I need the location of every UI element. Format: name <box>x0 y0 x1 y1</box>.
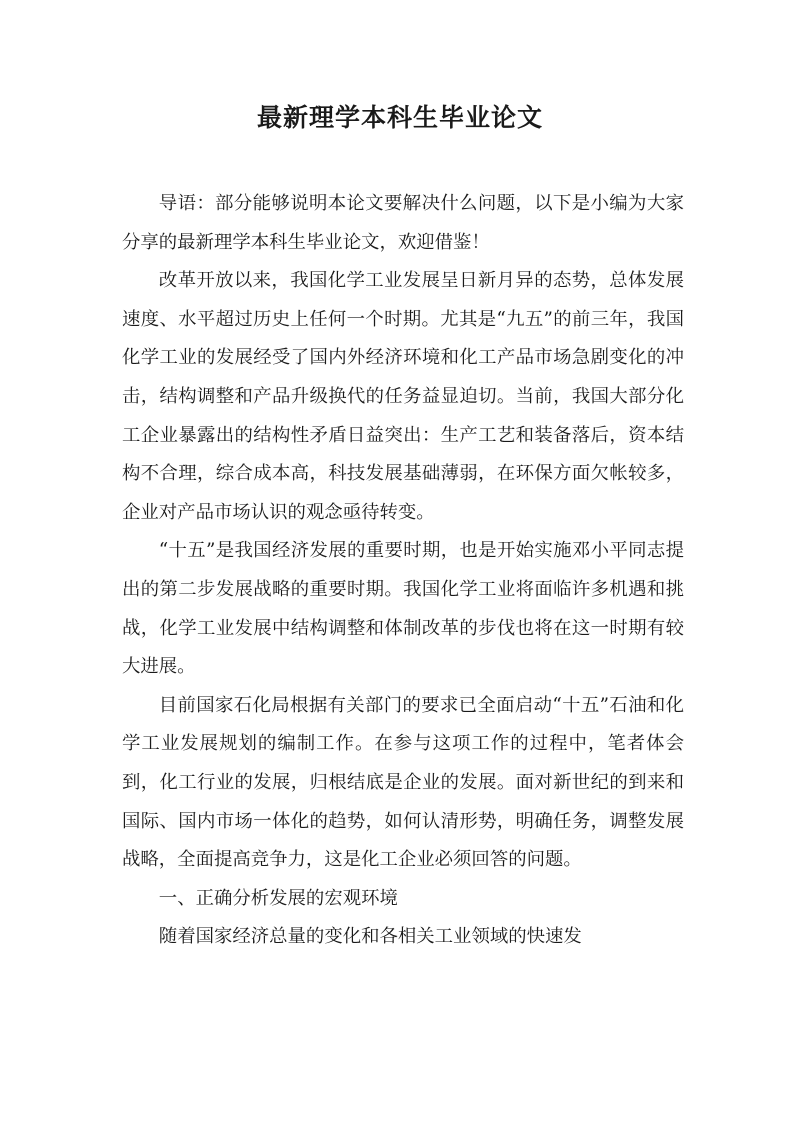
document-title: 最新理学本科生毕业论文 <box>256 103 543 132</box>
paragraph-economic-growth: 随着国家经济总量的变化和各相关工业领域的快速发 <box>158 926 582 948</box>
paragraph-planning: 目前国家石化局根据有关部门的要求已全面启动“十五”石油和化学工业发展规划的编制工作。在参与这项工作的过程中，笔者体会到，化工行业的发展，归根结底是企业的发展。面对新世纪的到来和国际、国内市场一体化的趋势，如何认清形势，明确任务，调整发展战略，全面提高竞争力，这是化工企业必须回答的问题。 <box>122 694 684 871</box>
paragraph-intro: 导语：部分能够说明本论文要解决什么问题，以下是小编为大家分享的最新理学本科生毕业论文，欢迎借鉴！ <box>122 193 684 253</box>
section-heading-macro-environment: 一、正确分析发展的宏观环境 <box>158 887 398 909</box>
document-body <box>122 185 684 957</box>
paragraph-tenth-five-year: “十五”是我国经济发展的重要时期，也是开始实施邓小平同志提出的第二步发展战略的重要时期。我国化学工业将面临许多机遇和挑战，化学工业发展中结构调整和体制改革的步伐也将在这一时期有较大进展。 <box>122 540 684 678</box>
paragraph-reform: 改革开放以来，我国化学工业发展呈日新月异的态势，总体发展速度、水平超过历史上任何一个时期。尤其是“九五”的前三年，我国化学工业的发展经受了国内外经济环境和化工产品市场急剧变化的冲击，结构调整和产品升级换代的任务益显迫切。当前，我国大部分化工企业暴露出的结构性矛盾日益突出：生产工艺和装备落后，资本结构不合理，综合成本高，科技发展基础薄弱，在环保方面欠帐较多，企业对产品市场认识的观念亟待转变。 <box>122 270 684 523</box>
